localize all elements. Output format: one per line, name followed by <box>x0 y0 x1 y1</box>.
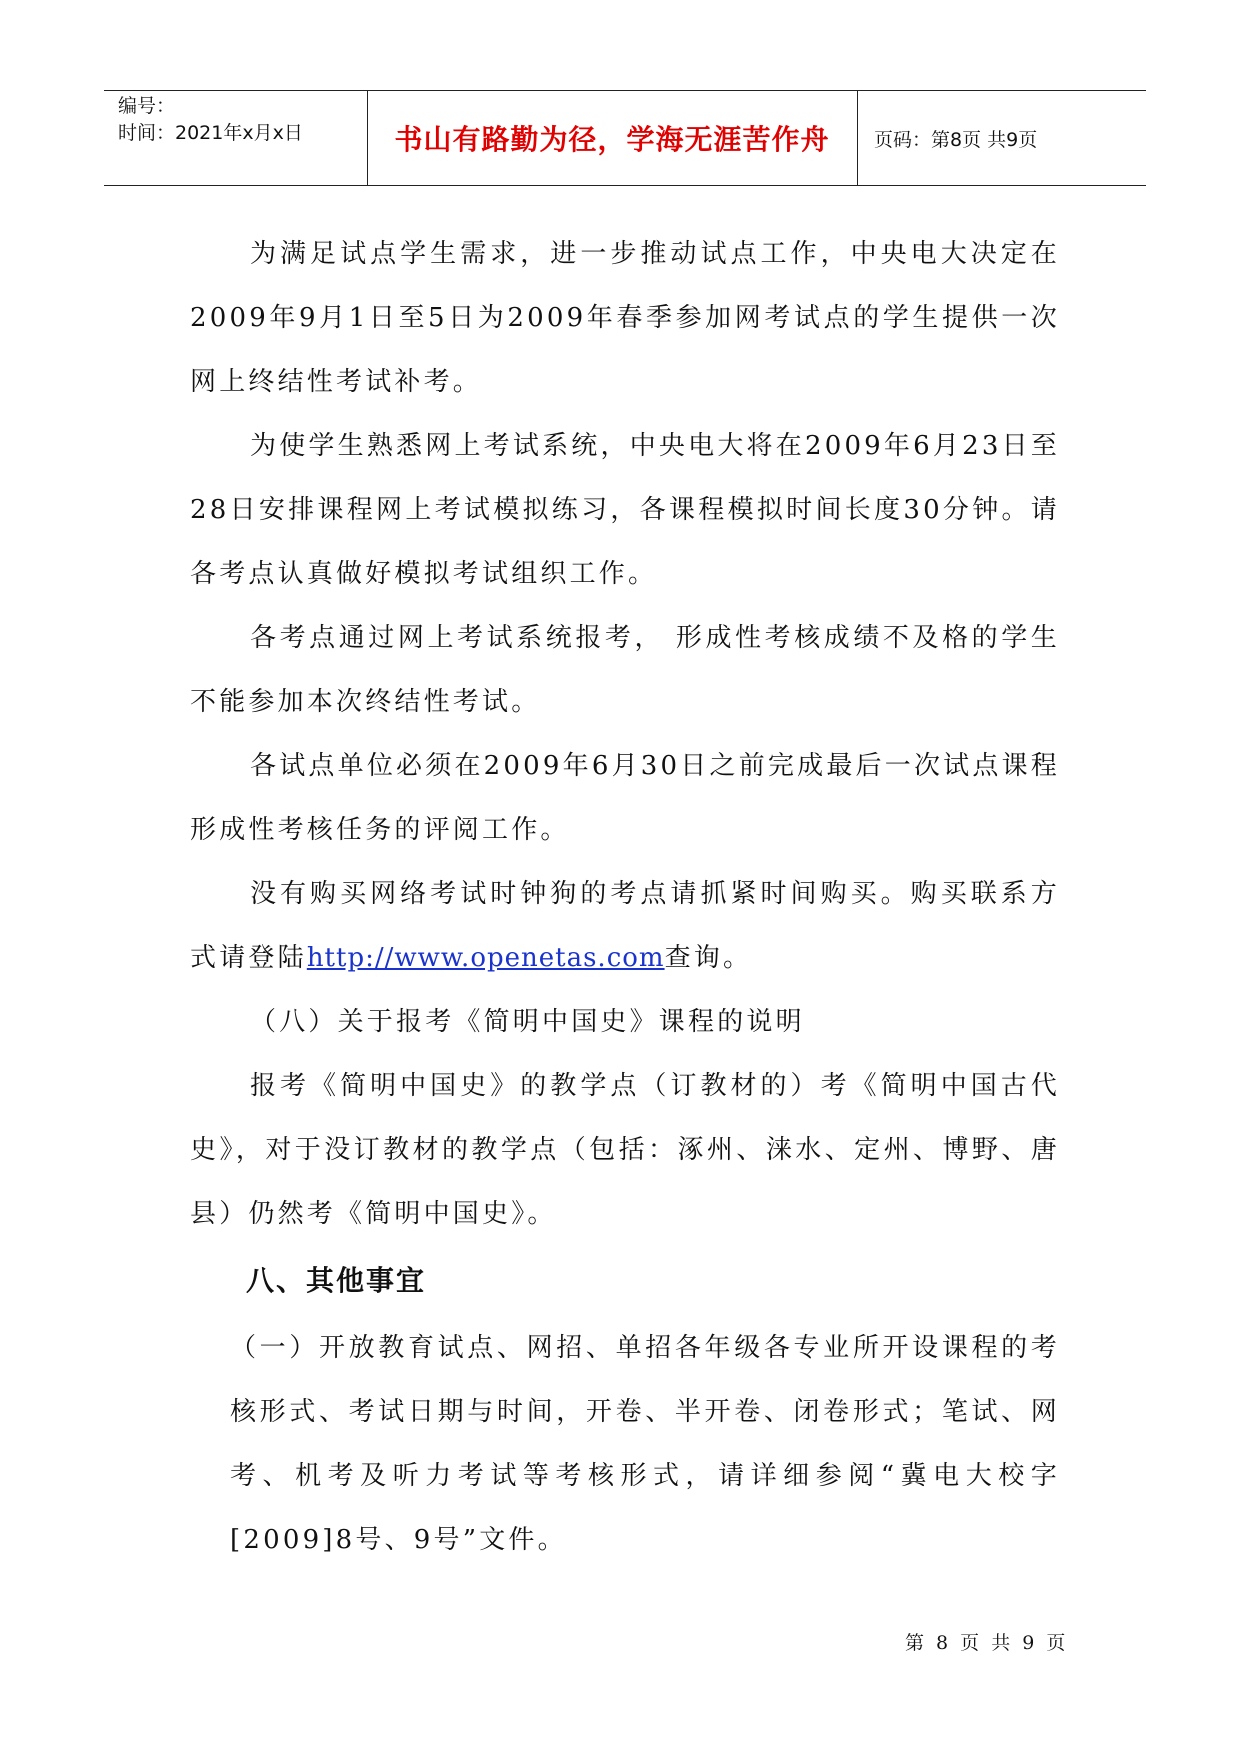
dongle-text-end: 查询。 <box>664 943 753 973</box>
paragraph-other-matters: （一）开放教育试点、网招、单招各年级各专业所开设课程的考核形式、考试日期与时间，开卷、半开卷、闭卷形式；笔试、网考、机考及听力考试等考核形式，请详细参阅“冀电大校字[2009]8号、9号”文件。 <box>230 1333 1060 1555</box>
paragraph-registration: 各考点通过网上考试系统报考， 形成性考核成绩不及格的学生不能参加本次终结性考试。 <box>190 623 1060 717</box>
header-time-label: 时间：2021年x月x日 <box>118 122 303 144</box>
header-motto: 书山有路勤为径，学海无涯苦作舟 <box>394 123 830 156</box>
dongle-text: 没有购买网络考试时钟狗的考点请抓紧时间购买。购买联系方式请登陆 <box>190 879 1060 973</box>
paragraph-makeup-exam: 为满足试点学生需求，进一步推动试点工作，中央电大决定在2009年9月1日至5日为2009年春季参加网考试点的学生提供一次网上终结性考试补考。 <box>190 239 1060 397</box>
document-body <box>190 222 1060 1572</box>
header-number-label: 编号： <box>118 95 176 117</box>
page-footer: 第 8 页 共 9 页 <box>905 1632 1069 1654</box>
section-heading: 八、其他事宜 <box>246 1264 427 1297</box>
openetas-link[interactable]: http://www.openetas.com <box>306 943 665 973</box>
header-meta <box>118 91 363 147</box>
document-header <box>104 90 1146 186</box>
paragraph-history-course: 报考《简明中国史》的教学点（订教材的）考《简明中国古代史》，对于没订教材的教学点（包括：涿州、涞水、定州、博野、唐县）仍然考《简明中国史》。 <box>190 1071 1060 1229</box>
paragraph-mock-exam: 为使学生熟悉网上考试系统，中央电大将在2009年6月23日至28日安排课程网上考试模拟练习，各课程模拟时间长度30分钟。请各考点认真做好模拟考试组织工作。 <box>190 431 1060 589</box>
sub-heading: （八）关于报考《简明中国史》课程的说明 <box>250 1007 805 1037</box>
paragraph-grading: 各试点单位必须在2009年6月30日之前完成最后一次试点课程形成性考核任务的评阅工作。 <box>190 751 1060 845</box>
header-page-code: 页码：第8页 共9页 <box>874 128 1038 151</box>
header-divider <box>857 91 858 185</box>
paragraph-dongle <box>190 862 1060 990</box>
